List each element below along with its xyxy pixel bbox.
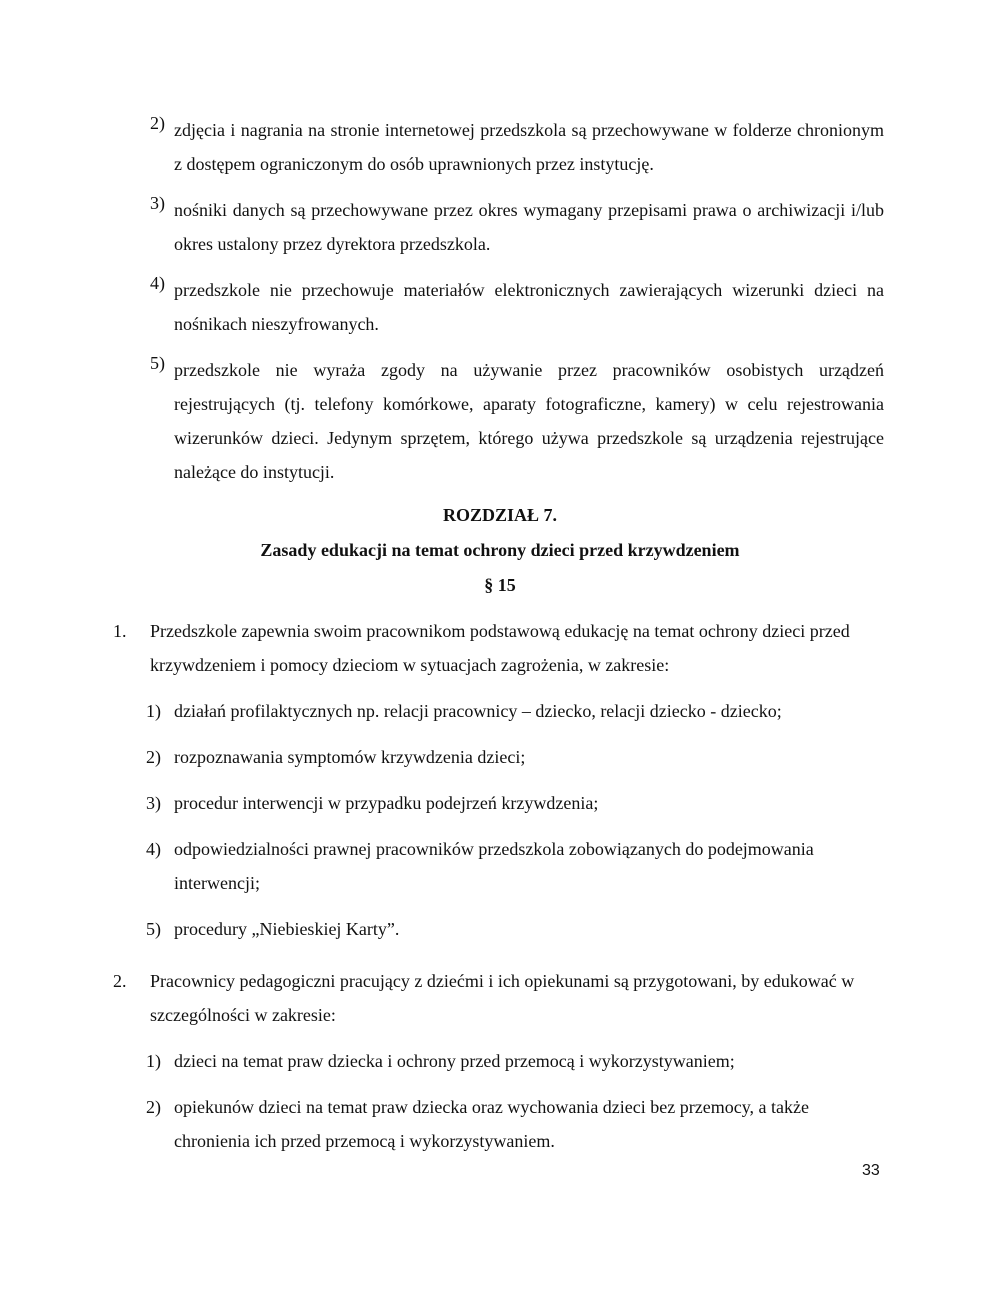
list-item-text: zdjęcia i nagrania na stronie internetowej przedszkola są przechowywane w folderze chronionym z dostępem ograniczonym do osób uprawnionych przez instytucję. [174,120,884,174]
sub-item-text: procedury „Niebieskiej Karty”. [174,919,400,939]
section-text: Pracownicy pedagogiczni pracujący z dziećmi i ich opiekunami są przygotowani, by edukować w szczególności w zakresie: [150,971,855,1025]
sub-item-text: dzieci na temat praw dziecka i ochrony przed przemocą i wykorzystywaniem; [174,1051,735,1071]
section-2 [0,964,1000,1170]
list-item [150,193,884,261]
list-item-text: nośniki danych są przechowywane przez okres wymagany przepisami prawa o archiwizacji i/lub okres ustalony przez dyrektora przedszkola. [174,200,884,254]
chapter-subtitle: Zasady edukacji na temat ochrony dzieci przed krzywdzeniem [260,540,740,560]
sub-list [0,694,1000,946]
list-item [150,113,884,181]
list-item [150,273,884,341]
sub-list-item [0,740,1000,774]
sub-list-item [0,1090,1000,1158]
sub-list-item [0,786,1000,820]
sub-list [0,1044,1000,1158]
sub-item-text: opiekunów dzieci na temat praw dziecka oraz wychowania dzieci bez przemocy, a także chronienia ich przed przemocą i wykorzystywaniem. [174,1097,810,1151]
list-item-number: 5) [150,353,165,373]
sub-item-number: 4) [146,839,161,859]
section-text: Przedszkole zapewnia swoim pracownikom podstawową edukację na temat ochrony dzieci przed krzywdzeniem i pomocy dzieciom w sytuacjach zagrożenia, w zakresie: [150,621,850,675]
list-item-number: 2) [150,113,165,133]
sub-item-number: 2) [146,747,161,767]
sub-list-item [0,1044,1000,1078]
section-1 [0,614,1000,958]
section-number: 2. [113,971,127,991]
sub-item-text: działań profilaktycznych np. relacji pracownicy – dziecko, relacji dziecko - dziecko; [174,701,782,721]
sub-item-number: 5) [146,919,161,939]
list-item-text: przedszkole nie przechowuje materiałów elektronicznych zawierających wizerunki dzieci na nośnikach nieszyfrowanych. [174,280,884,334]
sub-item-number: 1) [146,1051,161,1071]
sub-list-item [0,694,1000,728]
sub-item-text: rozpoznawania symptomów krzywdzenia dzieci; [174,747,526,767]
continued-list [150,113,884,501]
list-item-number: 4) [150,273,165,293]
sub-item-text: procedur interwencji w przypadku podejrzeń krzywdzenia; [174,793,599,813]
paragraph-symbol: § 15 [484,575,516,595]
section-head [0,964,1000,1032]
list-item-text: przedszkole nie wyraża zgody na używanie przez pracowników osobistych urządzeń rejestrujących (tj. telefony komórkowe, aparaty fotograficzne, kamery) w celu rejestrowania wizerunków dzieci. Jedynym sprzętem, którego używa przedszkole są urządzenia rejestrujące należące do instytucji. [174,360,884,482]
sub-item-number: 3) [146,793,161,813]
section-head [0,614,1000,682]
sub-item-text: odpowiedzialności prawnej pracowników przedszkola zobowiązanych do podejmowania interwencji; [174,839,814,893]
list-item [150,353,884,489]
section-number: 1. [113,621,127,641]
list-item-number: 3) [150,193,165,213]
sub-item-number: 1) [146,701,161,721]
sub-list-item [0,912,1000,946]
chapter-title: ROZDZIAŁ 7. [442,505,558,525]
sub-list-item [0,832,1000,900]
sub-item-number: 2) [146,1097,161,1117]
page-number: 33 [862,1162,880,1179]
